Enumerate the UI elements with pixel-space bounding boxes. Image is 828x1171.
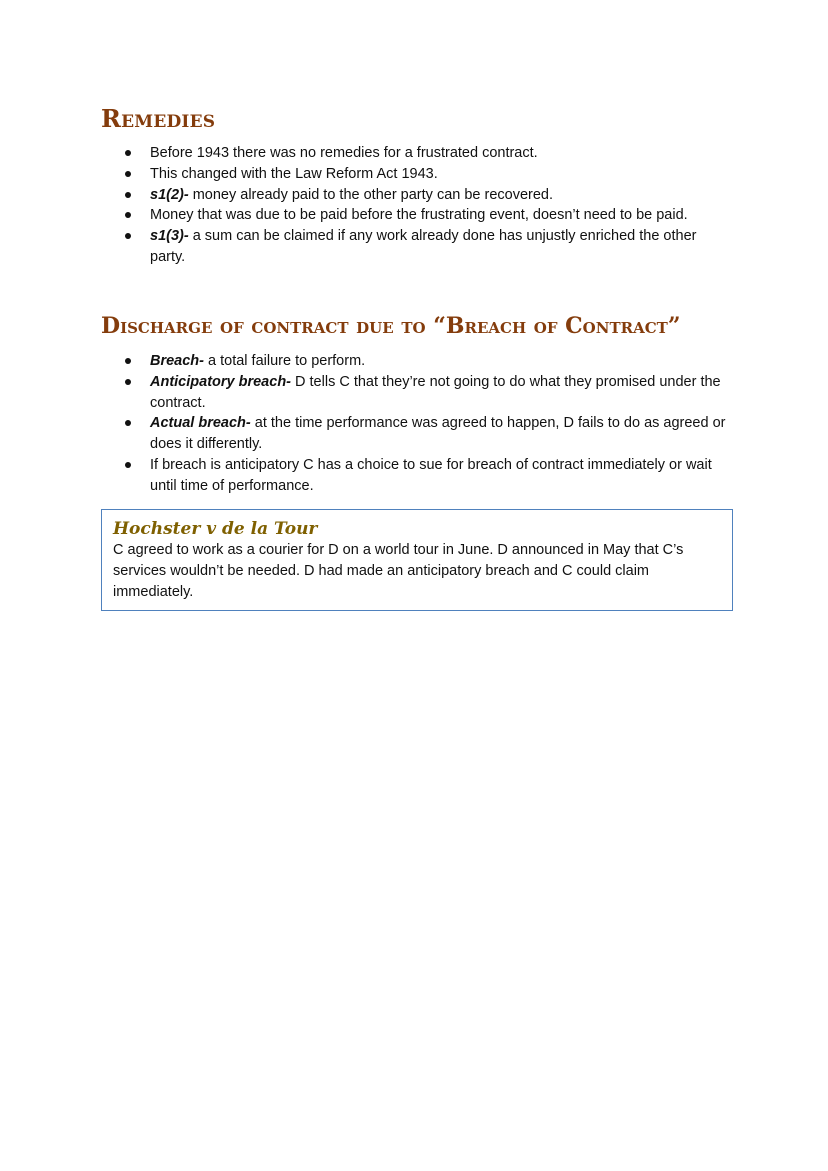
item-text: a total failure to perform. (204, 353, 366, 369)
item-text: D tells C that they’re not going to do what they promised under the contract. (150, 373, 721, 411)
term: s1(2)- (150, 186, 189, 203)
item-text: If breach is anticipatory C has a choice to sue for breach of contract immediately or wait until time of performance. (150, 456, 712, 494)
bullet-icon (125, 233, 131, 239)
item-text: This changed with the Law Reform Act 1943. (150, 165, 438, 182)
remedies-heading: Remedies (101, 104, 216, 133)
list-item (123, 351, 733, 372)
list-item (123, 372, 733, 414)
term: Actual breach- (150, 415, 251, 432)
bullet-icon (125, 379, 131, 385)
item-text: money already paid to the other party can be recovered. (188, 186, 554, 203)
remedies-list (123, 143, 733, 268)
term: Anticipatory breach- (150, 373, 291, 390)
list-item (123, 164, 733, 185)
case-text: C agreed to work as a courier for D on a world tour in June. D announced in May that C’s services wouldn’t be needed. D had made an anticipatory breach and C could claim immediately. (113, 542, 684, 600)
bullet-icon (125, 420, 131, 426)
discharge-list (123, 351, 733, 497)
discharge-heading: Discharge of contract due to “Breach of Contract” (101, 313, 681, 339)
list-item (123, 185, 733, 206)
list-item (123, 143, 733, 164)
case-title: Hochster v de la Tour (113, 519, 318, 539)
term: s1(3)- (150, 228, 189, 245)
list-item (123, 205, 733, 226)
item-text: Before 1943 there was no remedies for a frustrated contract. (150, 145, 538, 161)
bullet-icon (125, 150, 131, 156)
bullet-icon (125, 462, 131, 468)
bullet-icon (125, 192, 131, 198)
list-item (123, 455, 733, 497)
case-box (101, 509, 733, 611)
list-item (123, 226, 733, 268)
item-text: Money that was due to be paid before the frustrating event, doesn’t need to be paid. (150, 207, 688, 224)
item-text: at the time performance was agreed to happen, D fails to do as agreed or does it differently. (150, 415, 726, 453)
list-item (123, 413, 733, 455)
bullet-icon (125, 212, 131, 218)
bullet-icon (125, 171, 131, 177)
term: Breach- (150, 353, 204, 369)
bullet-icon (125, 358, 131, 364)
item-text: a sum can be claimed if any work already done has unjustly enriched the other party. (150, 228, 697, 265)
